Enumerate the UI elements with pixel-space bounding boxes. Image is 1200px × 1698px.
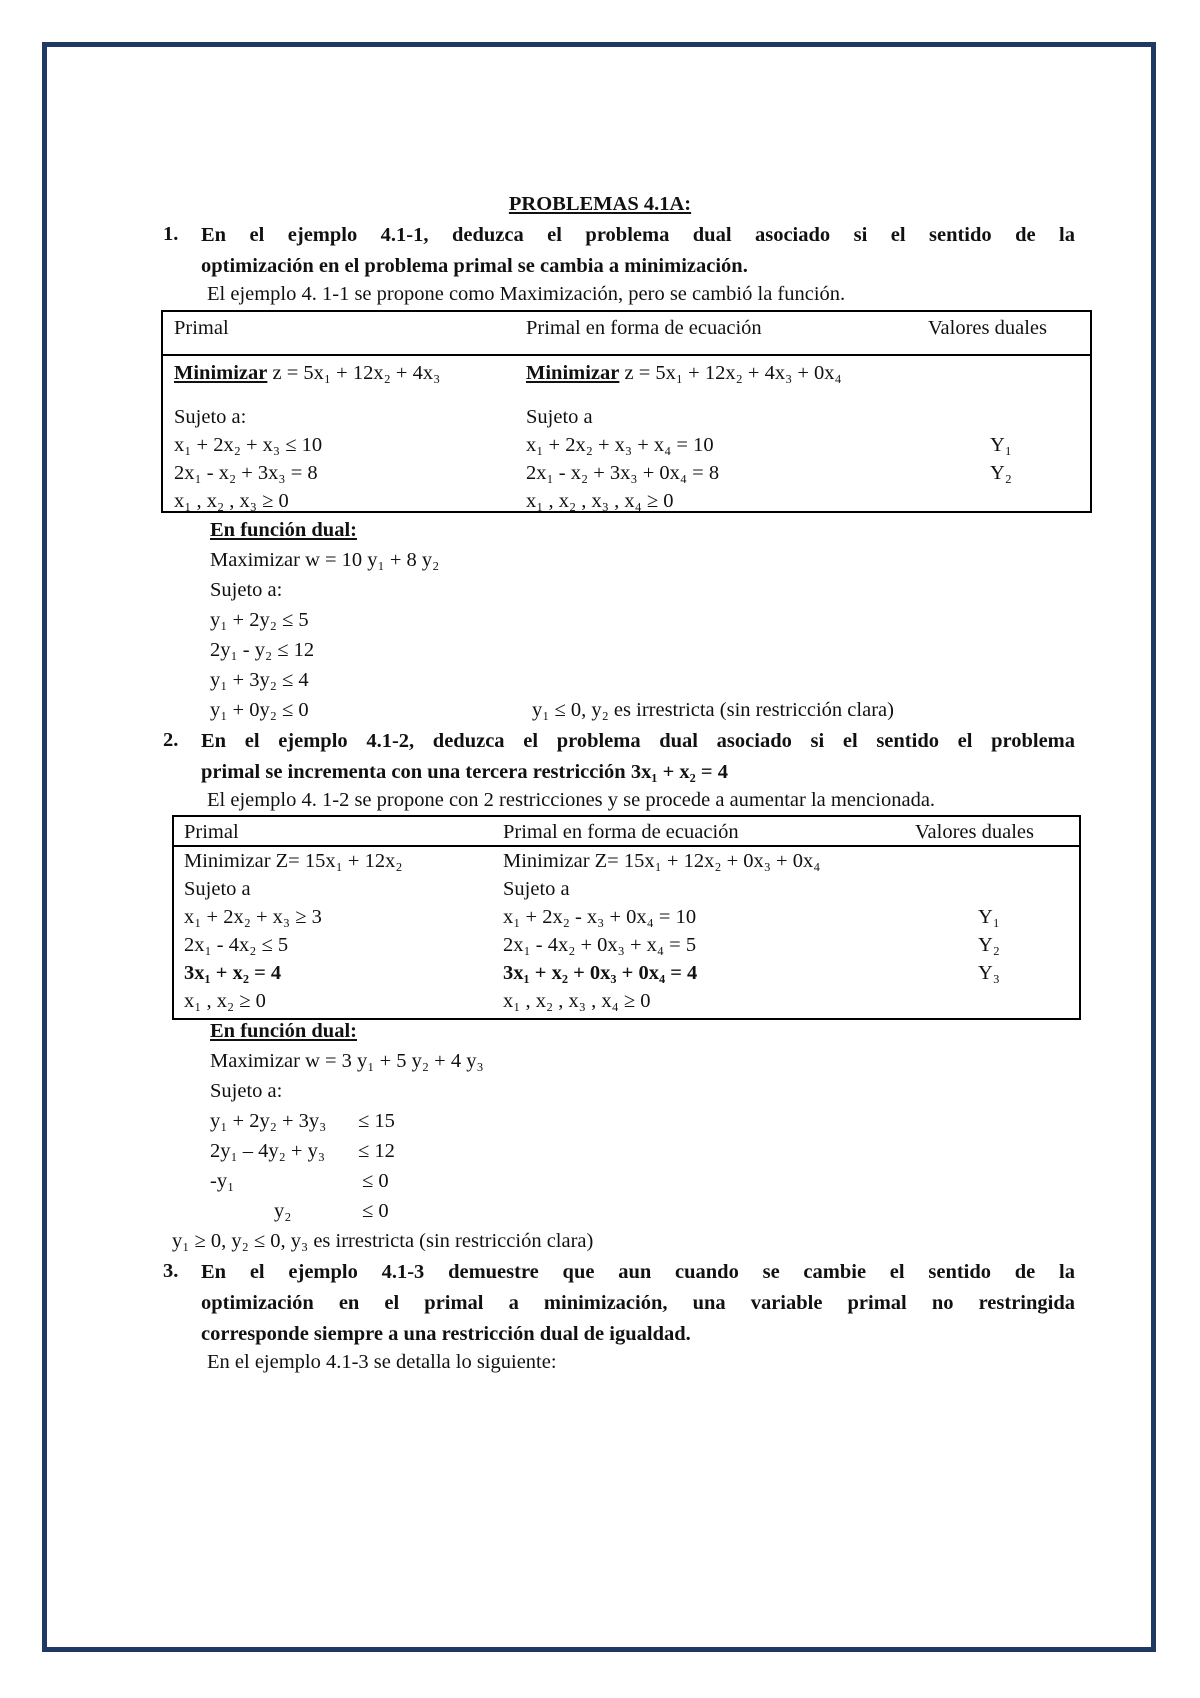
p2-primal-row: Sujeto a	[184, 878, 251, 900]
p1-dual-constraint: 2y₁ - y₂ ≤ 12	[210, 639, 315, 661]
p2-dual-value: Y₃	[978, 962, 1000, 984]
p2-dual-constraint-lhs: y₁ + 2y₂ + 3y₃	[210, 1110, 327, 1132]
p1-dual-constraint: y₁ + 2y₂ ≤ 5	[210, 609, 309, 631]
problem-3-note: En el ejemplo 4.1-3 se detalla lo siguiente:	[207, 1351, 557, 1373]
p2-equation-row: Sujeto a	[503, 878, 570, 900]
p1-equation-row: x₁ , x₂ , x₃ , x₄ ≥ 0	[526, 490, 674, 512]
p2-dual-constraint-rhs: ≤ 12	[358, 1140, 395, 1162]
p1-primal-row: 2x₁ - x₂ + 3x₃ = 8	[174, 462, 318, 484]
p1-dual-signs: y₁ ≤ 0, y₂ es irrestricta (sin restricción clara)	[532, 699, 894, 721]
p1-dual-heading: En función dual:	[210, 519, 357, 541]
p2-equation-row: x₁ + 2x₂ - x₃ + 0x₄ = 10	[503, 906, 697, 928]
problem-2-note: El ejemplo 4. 1-2 se propone con 2 restricciones y se procede a aumentar la mencionada.	[207, 789, 936, 811]
p2-primal-row-new: 3x₁ + x₂ = 4	[184, 962, 282, 984]
problem-3-statement: En el ejemplo 4.1-3 demuestre que aun cuando se cambie el sentido de la optimización en el primal a minimización, una variable primal no restringida corresponde siempre a una restricción dual de igualdad.	[201, 1261, 1075, 1345]
p1-header-equation: Primal en forma de ecuación	[526, 317, 762, 339]
p1-equation-objective: Minimizar z = 5x₁ + 12x₂ + 4x₃ + 0x₄	[526, 362, 842, 384]
p2-primal-row: x₁ + 2x₂ + x₃ ≥ 3	[184, 906, 322, 928]
p2-dual-constraint-rhs: ≤ 0	[362, 1200, 389, 1222]
p2-dual-constraint-lhs: -y₁	[210, 1170, 235, 1192]
p2-equation-row: Minimizar Z= 15x₁ + 12x₂ + 0x₃ + 0x₄	[503, 850, 821, 872]
p2-header-primal: Primal	[184, 821, 239, 843]
p2-header-equation: Primal en forma de ecuación	[503, 821, 739, 843]
p1-header-primal: Primal	[174, 317, 229, 339]
p1-header-dual-values: Valores duales	[928, 317, 1047, 339]
p1-primal-row: x₁ + 2x₂ + x₃ ≤ 10	[174, 434, 323, 456]
problem-3-number: 3.	[163, 1260, 179, 1282]
p2-dual-value: Y₂	[978, 934, 1000, 956]
p1-primal-subject: Sujeto a:	[174, 406, 247, 428]
p2-primal-row: x₁ , x₂ ≥ 0	[184, 990, 266, 1012]
p1-equation-row: x₁ + 2x₂ + x₃ + x₄ = 10	[526, 434, 714, 456]
p2-equation-row: x₁ , x₂ , x₃ , x₄ ≥ 0	[503, 990, 651, 1012]
p2-primal-row: 2x₁ - 4x₂ ≤ 5	[184, 934, 289, 956]
p2-dual-subject: Sujeto a:	[210, 1080, 283, 1102]
p1-dual-constraint: y₁ + 3y₂ ≤ 4	[210, 669, 309, 691]
p2-dual-signs: y₁ ≥ 0, y₂ ≤ 0, y₃ es irrestricta (sin restricción clara)	[172, 1230, 594, 1252]
problem-1-note: El ejemplo 4. 1-1 se propone como Maximización, pero se cambió la función.	[207, 283, 846, 305]
p1-primal-objective: Minimizar z = 5x₁ + 12x₂ + 4x₃	[174, 362, 441, 384]
p2-dual-constraint-lhs: y₂	[274, 1200, 292, 1222]
p1-primal-row: x₁ , x₂ , x₃ ≥ 0	[174, 490, 289, 512]
p1-dual-value: Y₁	[990, 434, 1012, 456]
p2-dual-constraint-rhs: ≤ 0	[362, 1170, 389, 1192]
p2-equation-row-new: 3x₁ + x₂ + 0x₃ + 0x₄ = 4	[503, 962, 698, 984]
problem-2-number: 2.	[163, 729, 179, 751]
page-title: PROBLEMAS 4.1A:	[508, 193, 692, 215]
p2-primal-row: Minimizar Z= 15x₁ + 12x₂	[184, 850, 403, 872]
problem-1-number: 1.	[163, 223, 179, 245]
p1-equation-row: 2x₁ - x₂ + 3x₃ + 0x₄ = 8	[526, 462, 720, 484]
p2-dual-objective: Maximizar w = 3 y₁ + 5 y₂ + 4 y₃	[210, 1050, 484, 1072]
problem-1-statement: En el ejemplo 4.1-1, deduzca el problema dual asociado si el sentido de la optimización en el problema primal se cambia a minimización.	[201, 224, 1075, 277]
problem-2-statement: En el ejemplo 4.1-2, deduzca el problema dual asociado si el sentido el problema primal se incrementa con una tercera restricción 3x₁ + x₂ = 4	[201, 730, 1075, 783]
p1-dual-objective: Maximizar w = 10 y₁ + 8 y₂	[210, 549, 440, 571]
p2-dual-constraint-lhs: 2y₁ – 4y₂ + y₃	[210, 1140, 326, 1162]
p2-dual-heading: En función dual:	[210, 1020, 357, 1042]
p2-dual-value: Y₁	[978, 906, 1000, 928]
p1-dual-value: Y₂	[990, 462, 1012, 484]
p2-dual-constraint-rhs: ≤ 15	[358, 1110, 395, 1132]
p2-header-dual-values: Valores duales	[915, 821, 1034, 843]
p1-dual-constraint: y₁ + 0y₂ ≤ 0	[210, 699, 309, 721]
p1-equation-subject: Sujeto a	[526, 406, 593, 428]
p2-equation-row: 2x₁ - 4x₂ + 0x₃ + x₄ = 5	[503, 934, 697, 956]
p1-dual-subject: Sujeto a:	[210, 579, 283, 601]
